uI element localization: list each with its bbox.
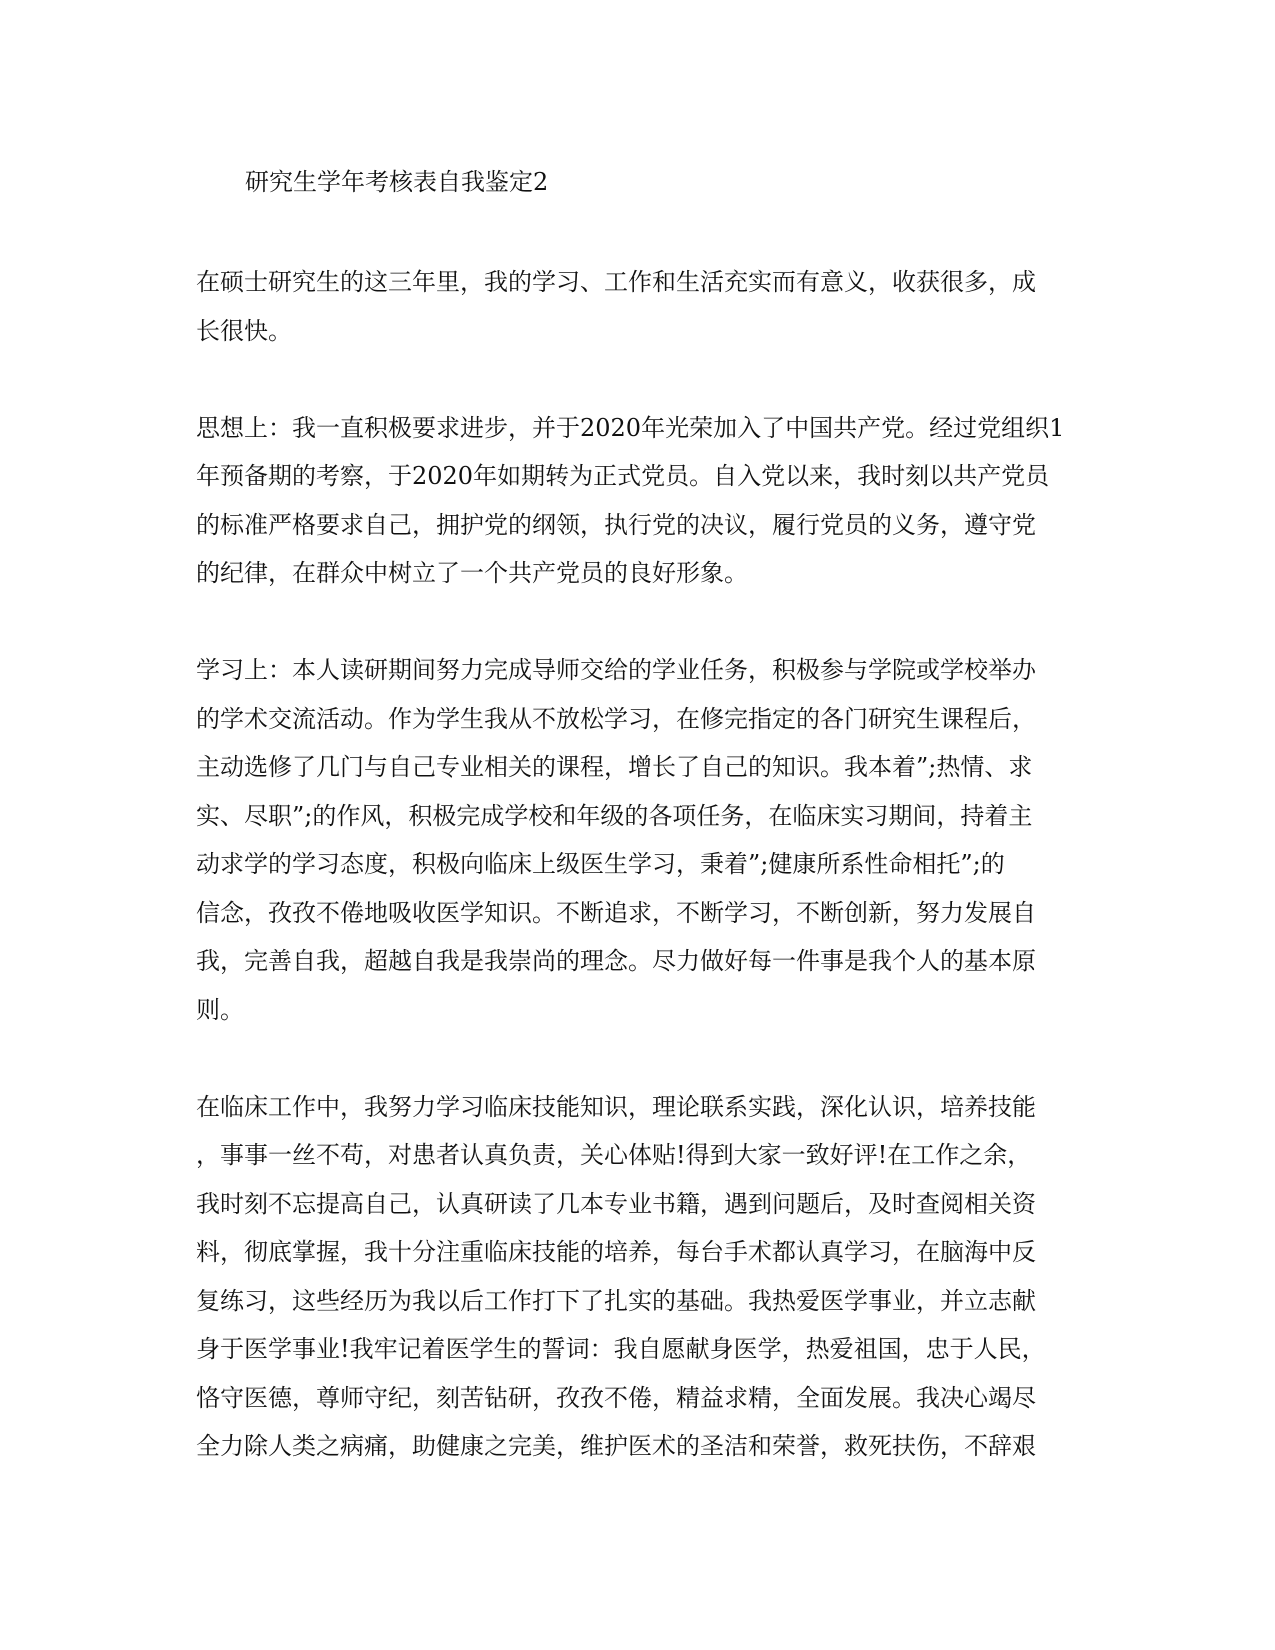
text-line: 恪守医德，尊师守纪，刻苦钻研，孜孜不倦，精益求精，全面发展。我决心竭尽	[196, 1383, 1036, 1412]
paragraph-ideology	[196, 404, 1096, 598]
text-line: 信念，孜孜不倦地吸收医学知识。不断追求，不断学习，不断创新，努力发展自	[196, 898, 1036, 927]
text-line: 学习上：本人读研期间努力完成导师交给的学业任务，积极参与学院或学校举办	[196, 656, 1036, 684]
paragraph-gap	[196, 1034, 1096, 1083]
text-line: 的学术交流活动。作为学生我从不放松学习，在修完指定的各门研究生课程后，	[196, 704, 1036, 733]
text-line: 我，完善自我，超越自我是我崇尚的理念。尽力做好每一件事是我个人的基本原	[196, 947, 1036, 975]
text-line: 我时刻不忘提高自己，认真研读了几本专业书籍，遇到问题后，及时查阅相关资	[196, 1189, 1036, 1218]
text-line: 长很快。	[196, 316, 292, 345]
paragraph-intro	[196, 258, 1096, 355]
text-line: 动求学的学习态度，积极向临床上级医生学习，秉着”;健康所系性命相托”;的	[196, 850, 1005, 878]
document-title: 研究生学年考核表自我鉴定2	[245, 168, 549, 196]
text-line: 复练习，这些经历为我以后工作打下了扎实的基础。我热爱医学事业，并立志献	[196, 1286, 1036, 1315]
text-line: 则。	[196, 995, 244, 1024]
text-line: 主动选修了几门与自己专业相关的课程，增长了自己的知识。我本着”;热情、求	[196, 753, 1033, 781]
paragraph-gap	[196, 355, 1096, 404]
text-line: 实、尽职”;的作风，积极完成学校和年级的各项任务，在临床实习期间，持着主	[196, 801, 1033, 830]
document-body	[196, 258, 1096, 1471]
text-line: 的标准严格要求自己，拥护党的纲领，执行党的决议，履行党员的义务，遵守党	[196, 510, 1036, 539]
text-line: 在硕士研究生的这三年里，我的学习、工作和生活充实而有意义，收获很多，成	[196, 268, 1036, 296]
text-line: 的纪律，在群众中树立了一个共产党员的良好形象。	[196, 559, 748, 587]
paragraph-clinical	[196, 1083, 1096, 1471]
paragraph-gap	[196, 598, 1096, 647]
text-line: ，事事一丝不苟，对患者认真负责，关心体贴!得到大家一致好评!在工作之余，	[196, 1141, 1032, 1169]
text-line: 身于医学事业!我牢记着医学生的誓词：我自愿献身医学，热爱祖国，忠于人民，	[196, 1335, 1046, 1363]
text-line: 料，彻底掌握，我十分注重临床技能的培养，每台手术都认真学习，在脑海中反	[196, 1238, 1036, 1266]
text-line: 在临床工作中，我努力学习临床技能知识，理论联系实践，深化认识，培养技能	[196, 1092, 1036, 1121]
text-line: 年预备期的考察，于2020年如期转为正式党员。自入党以来，我时刻以共产党员	[196, 462, 1050, 490]
paragraph-study	[196, 646, 1096, 1034]
text-line: 思想上：我一直积极要求进步，并于2020年光荣加入了中国共产党。经过党组织1	[196, 413, 1065, 442]
text-line: 全力除人类之病痛，助健康之完美，维护医术的圣洁和荣誉，救死扶伤，不辞艰	[196, 1432, 1036, 1460]
